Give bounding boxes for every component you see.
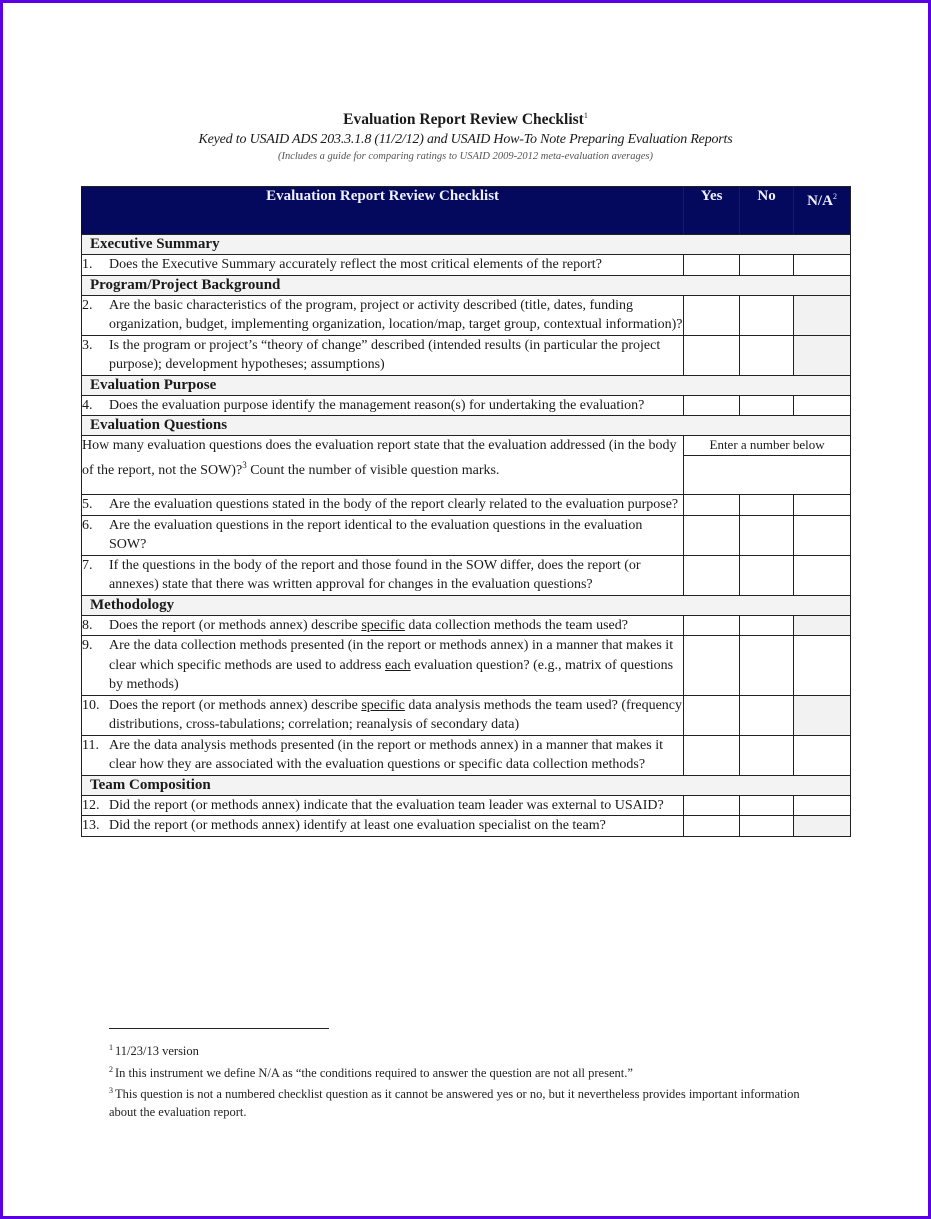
question-cell bbox=[82, 735, 684, 775]
table-header-row bbox=[82, 187, 851, 235]
section-title: Team Composition bbox=[82, 775, 851, 795]
no-checkbox-cell[interactable] bbox=[740, 615, 794, 636]
footnotes bbox=[109, 1039, 829, 1121]
emphasis: each bbox=[385, 657, 411, 673]
emphasis: specific bbox=[361, 617, 405, 633]
yes-checkbox-cell[interactable] bbox=[684, 695, 740, 735]
question-cell bbox=[82, 555, 684, 595]
header-question: Evaluation Report Review Checklist bbox=[82, 187, 684, 235]
checklist-row bbox=[82, 636, 851, 696]
yes-checkbox-cell[interactable] bbox=[684, 795, 740, 816]
question-count-input[interactable] bbox=[684, 456, 851, 495]
section-title: Program/Project Background bbox=[82, 275, 851, 295]
question-number: 10. bbox=[82, 697, 100, 713]
yes-checkbox-cell[interactable] bbox=[684, 515, 740, 555]
footnote bbox=[109, 1039, 829, 1061]
na-checkbox-cell[interactable] bbox=[794, 255, 851, 276]
section-title: Evaluation Purpose bbox=[82, 375, 851, 395]
checklist-row bbox=[82, 395, 851, 416]
no-checkbox-cell[interactable] bbox=[740, 695, 794, 735]
question-cell bbox=[82, 816, 684, 837]
yes-checkbox-cell[interactable] bbox=[684, 555, 740, 595]
na-checkbox-cell[interactable] bbox=[794, 555, 851, 595]
footnote bbox=[109, 1061, 829, 1083]
question-number: 7. bbox=[82, 557, 93, 573]
question-text: Does the report (or methods annex) describe specific data analysis methods the team used? (frequency distributions, cross-tabulations; correlation; reanalysis of secondary data) bbox=[109, 697, 683, 732]
question-cell bbox=[82, 395, 684, 416]
section-title: Evaluation Questions bbox=[82, 416, 851, 436]
question-count-text: How many evaluation questions does the evaluation report state that the evaluation addressed (in the body of the report, not the SOW)?$^3$ Count the number of visible question marks. bbox=[82, 436, 684, 495]
question-text: Does the report (or methods annex) describe specific data collection methods the team used? bbox=[109, 617, 628, 633]
checklist-row bbox=[82, 335, 851, 375]
yes-checkbox-cell[interactable] bbox=[684, 395, 740, 416]
question-number: 8. bbox=[82, 617, 93, 633]
question-cell bbox=[82, 335, 684, 375]
footnote-ref: 1 bbox=[583, 111, 588, 120]
question-text: Are the evaluation questions in the report identical to the evaluation questions in the evaluation SOW? bbox=[109, 517, 643, 552]
no-checkbox-cell[interactable] bbox=[740, 735, 794, 775]
document-header bbox=[0, 106, 931, 164]
document-subtitle: Keyed to USAID ADS 203.3.1.8 (11/2/12) and USAID How-To Note Preparing Evaluation Reports bbox=[198, 132, 733, 147]
checklist-row bbox=[82, 735, 851, 775]
no-checkbox-cell[interactable] bbox=[740, 495, 794, 516]
na-checkbox-cell[interactable] bbox=[794, 515, 851, 555]
footnote-ref: 3 bbox=[242, 459, 247, 470]
question-cell bbox=[82, 295, 684, 335]
na-checkbox-cell[interactable] bbox=[794, 335, 851, 375]
section-row bbox=[82, 416, 851, 436]
question-cell bbox=[82, 615, 684, 636]
checklist-row bbox=[82, 515, 851, 555]
no-checkbox-cell[interactable] bbox=[740, 795, 794, 816]
header-yes: Yes bbox=[684, 187, 740, 235]
na-checkbox-cell[interactable] bbox=[794, 295, 851, 335]
footnote-text: 11/23/13 version bbox=[115, 1044, 199, 1058]
checklist-row bbox=[82, 615, 851, 636]
question-number: 2. bbox=[82, 297, 93, 313]
section-title: Executive Summary bbox=[82, 235, 851, 255]
question-text: Is the program or project’s “theory of change” described (intended results (in particular the project purpose); development hypotheses; assumptions) bbox=[109, 337, 661, 372]
question-number: 6. bbox=[82, 517, 93, 533]
question-number: 3. bbox=[82, 337, 93, 353]
yes-checkbox-cell[interactable] bbox=[684, 615, 740, 636]
footnote-ref: 2 bbox=[832, 192, 837, 201]
yes-checkbox-cell[interactable] bbox=[684, 335, 740, 375]
no-checkbox-cell[interactable] bbox=[740, 515, 794, 555]
question-text: Did the report (or methods annex) identify at least one evaluation specialist on the team? bbox=[109, 818, 606, 833]
question-text: Does the Executive Summary accurately reflect the most critical elements of the report? bbox=[109, 257, 602, 272]
checklist-body bbox=[82, 235, 851, 837]
footnote-text: This question is not a numbered checklist question as it cannot be answered yes or no, but it nevertheless provides important information about the evaluation report. bbox=[109, 1087, 800, 1119]
question-cell bbox=[82, 495, 684, 516]
na-checkbox-cell[interactable] bbox=[794, 816, 851, 837]
question-text: Are the data collection methods presented (in the report or methods annex) in a manner that makes it clear which specific methods are used to address each evaluation question? (e.g., matrix of questions by methods) bbox=[109, 638, 674, 692]
question-cell bbox=[82, 636, 684, 696]
na-checkbox-cell[interactable] bbox=[794, 495, 851, 516]
document-title: Evaluation Report Review Checklist$^1$ bbox=[343, 111, 588, 128]
emphasis: specific bbox=[361, 697, 405, 713]
na-checkbox-cell[interactable] bbox=[794, 695, 851, 735]
na-checkbox-cell[interactable] bbox=[794, 636, 851, 696]
footnote-mark: 2 bbox=[109, 1064, 113, 1074]
question-number: 9. bbox=[82, 638, 93, 653]
question-count-row bbox=[82, 436, 851, 456]
checklist-row bbox=[82, 816, 851, 837]
yes-checkbox-cell[interactable] bbox=[684, 636, 740, 696]
footnote-mark: 1 bbox=[109, 1043, 113, 1052]
no-checkbox-cell[interactable] bbox=[740, 816, 794, 837]
header-na: $N/A^2$ bbox=[794, 187, 851, 235]
question-number: 4. bbox=[82, 397, 93, 413]
na-checkbox-cell[interactable] bbox=[794, 395, 851, 416]
section-row bbox=[82, 275, 851, 295]
footnote-divider bbox=[109, 1028, 329, 1029]
na-checkbox-cell[interactable] bbox=[794, 735, 851, 775]
section-row bbox=[82, 375, 851, 395]
checklist-row bbox=[82, 295, 851, 335]
yes-checkbox-cell[interactable] bbox=[684, 735, 740, 775]
section-title: Methodology bbox=[82, 595, 851, 615]
question-number: 12. bbox=[82, 797, 100, 813]
question-number: 1. bbox=[82, 257, 93, 272]
no-checkbox-cell[interactable] bbox=[740, 555, 794, 595]
footnote-text: In this instrument we define N/A as “the conditions required to answer the question are not all present.” bbox=[115, 1065, 633, 1080]
no-checkbox-cell[interactable] bbox=[740, 636, 794, 696]
checklist-table bbox=[81, 186, 851, 837]
question-text: Does the evaluation purpose identify the management reason(s) for undertaking the evaluation? bbox=[109, 397, 645, 413]
na-checkbox-cell[interactable] bbox=[794, 615, 851, 636]
section-row bbox=[82, 235, 851, 255]
yes-checkbox-cell[interactable] bbox=[684, 816, 740, 837]
footnote bbox=[109, 1082, 829, 1121]
no-checkbox-cell[interactable] bbox=[740, 395, 794, 416]
document-note: (Includes a guide for comparing ratings to USAID 2009-2012 meta-evaluation averages) bbox=[277, 151, 654, 162]
header-no: No bbox=[740, 187, 794, 235]
no-checkbox-cell[interactable] bbox=[740, 335, 794, 375]
no-checkbox-cell[interactable] bbox=[740, 255, 794, 276]
question-text: Did the report (or methods annex) indicate that the evaluation team leader was external to USAID? bbox=[109, 797, 664, 813]
checklist-row bbox=[82, 495, 851, 516]
checklist-row bbox=[82, 795, 851, 816]
question-text: Are the evaluation questions stated in the body of the report clearly related to the evaluation purpose? bbox=[109, 497, 679, 512]
no-checkbox-cell[interactable] bbox=[740, 295, 794, 335]
yes-checkbox-cell[interactable] bbox=[684, 295, 740, 335]
question-number: 11. bbox=[82, 737, 99, 753]
question-text: Are the basic characteristics of the program, project or activity described (title, dates, funding organization, budget, implementing organization, location/map, target group, contextual information)? bbox=[109, 297, 683, 332]
question-cell bbox=[82, 515, 684, 555]
question-cell bbox=[82, 795, 684, 816]
na-checkbox-cell[interactable] bbox=[794, 795, 851, 816]
question-cell bbox=[82, 255, 684, 276]
question-text: Are the data analysis methods presented (in the report or methods annex) in a manner that makes it clear how they are associated with the evaluation questions or specific data collection methods? bbox=[109, 737, 663, 772]
footnote-mark: 3 bbox=[109, 1086, 113, 1095]
checklist-row bbox=[82, 695, 851, 735]
section-row bbox=[82, 595, 851, 615]
yes-checkbox-cell[interactable] bbox=[684, 495, 740, 516]
question-text: If the questions in the body of the report and those found in the SOW differ, does the report (or annexes) state that there was written approval for changes in the evaluation questions? bbox=[109, 557, 641, 592]
question-number: 5. bbox=[82, 497, 93, 512]
question-cell bbox=[82, 695, 684, 735]
section-row bbox=[82, 775, 851, 795]
question-number: 13. bbox=[82, 818, 100, 833]
enter-number-label: Enter a number below bbox=[684, 436, 851, 456]
checklist-row bbox=[82, 255, 851, 276]
checklist-row bbox=[82, 555, 851, 595]
yes-checkbox-cell[interactable] bbox=[684, 255, 740, 276]
